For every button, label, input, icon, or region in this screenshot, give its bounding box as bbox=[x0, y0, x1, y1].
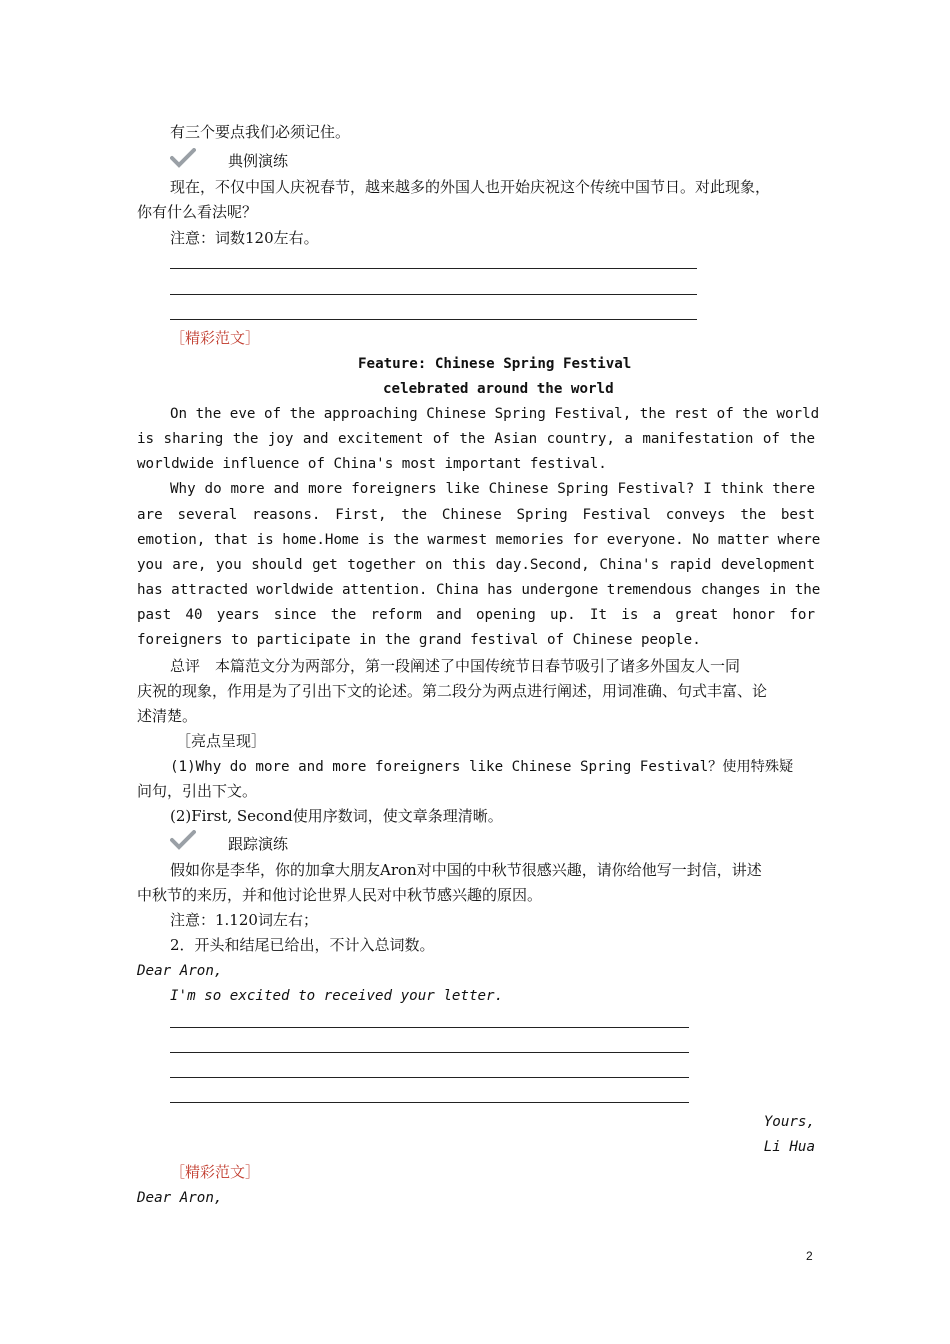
checkmark-icon bbox=[170, 830, 196, 850]
answer-line bbox=[170, 1052, 689, 1053]
answer-line bbox=[170, 1102, 689, 1103]
model-essay-label: ［精彩范文］ bbox=[170, 329, 261, 347]
essay-p2-line: foreigners to participate in the grand festival of Chinese people. bbox=[137, 632, 701, 648]
review-line-1: 总评 本篇范文分为两部分，第一段阐述了中国传统节日春节吸引了诸多外国友人一同 bbox=[170, 657, 741, 675]
checkmark-icon bbox=[170, 148, 196, 168]
review-line-2: 庆祝的现象，作用是为了引出下文的论述。第二段分为两点进行阐述，用词准确、句式丰富、论 bbox=[137, 682, 768, 700]
essay-p1-line: On the eve of the approaching Chinese Spring Festival, the rest of the world bbox=[170, 406, 820, 422]
practice-prompt-line-2: 中秋节的来历，并和他讨论世界人民对中秋节感兴趣的原因。 bbox=[137, 886, 543, 904]
practice-prompt-line-1: 假如你是李华，你的加拿大朋友Aron对中国的中秋节很感兴趣，请你给他写一封信，讲述 bbox=[170, 861, 762, 879]
essay-p2-line: you are, you should get together on this day.Second, China's rapid development bbox=[137, 557, 815, 573]
answer-line bbox=[170, 1077, 689, 1078]
essay-p2-line: past 40 years since the reform and opening up. It is a great honor for bbox=[137, 607, 815, 623]
highlights-label: ［亮点呈现］ bbox=[176, 732, 267, 750]
letter-opening: I'm so excited to received your letter. bbox=[170, 988, 504, 1004]
practice-note-2: 2．开头和结尾已给出，不计入总词数。 bbox=[170, 936, 435, 954]
essay-p1-line: worldwide influence of China's most important festival. bbox=[137, 456, 607, 472]
page-number: 2 bbox=[806, 1249, 813, 1263]
example-prompt-line-1: 现在，不仅中国人庆祝春节，越来越多的外国人也开始庆祝这个传统中国节日。对此现象， bbox=[170, 178, 771, 196]
essay-p2-line: has attracted worldwide attention. China has undergone tremendous changes in the bbox=[137, 582, 821, 598]
essay-title-line-2: celebrated around the world bbox=[383, 381, 614, 397]
answer-line bbox=[170, 319, 697, 320]
highlight-item-1-text: (1)Why do more and more foreigners like Chinese Spring Festival？使用特殊疑 bbox=[170, 759, 794, 775]
essay-p2-line: Why do more and more foreigners like Chinese Spring Festival? I think there bbox=[170, 481, 815, 497]
answer-line bbox=[170, 1027, 689, 1028]
essay-p1-line: is sharing the joy and excitement of the Asian country, a manifestation of the bbox=[137, 431, 815, 447]
highlight-item-1 bbox=[170, 756, 793, 777]
letter-signature: Li Hua bbox=[763, 1139, 815, 1155]
answer-line bbox=[170, 268, 697, 269]
review-line-3: 述清楚。 bbox=[137, 707, 198, 725]
example-prompt-line-2: 你有什么看法呢？ bbox=[137, 203, 258, 221]
model-letter-greeting: Dear Aron, bbox=[137, 1190, 223, 1206]
letter-greeting: Dear Aron, bbox=[137, 963, 223, 979]
model-essay-label-2: ［精彩范文］ bbox=[170, 1163, 261, 1181]
highlight-item-2: (2)First, Second使用序数词，使文章条理清晰。 bbox=[170, 807, 503, 825]
essay-p2-line: emotion, that is home.Home is the warmest memories for everyone. No matter where bbox=[137, 532, 821, 548]
highlight-item-1-line-2: 问句，引出下文。 bbox=[137, 782, 258, 800]
practice-note-1: 注意：1.120词左右； bbox=[170, 911, 318, 929]
essay-title-line-1: Feature: Chinese Spring Festival bbox=[358, 356, 632, 372]
answer-line bbox=[170, 294, 697, 295]
intro-text: 有三个要点我们必须记住。 bbox=[170, 123, 351, 141]
essay-p2-line: are several reasons. First, the Chinese Spring Festival conveys the best bbox=[137, 507, 815, 523]
letter-closing: Yours, bbox=[763, 1114, 815, 1130]
example-word-note: 注意：词数120左右。 bbox=[170, 229, 319, 247]
practice-heading: 跟踪演练 bbox=[228, 835, 289, 853]
example-heading: 典例演练 bbox=[228, 152, 289, 170]
